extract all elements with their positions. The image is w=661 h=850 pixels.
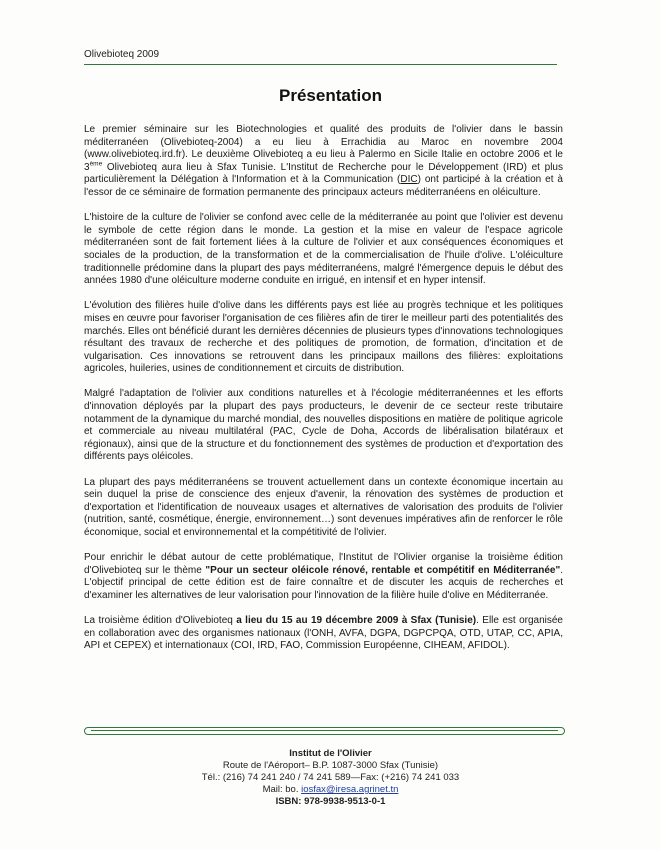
- footer-divider: [84, 727, 565, 735]
- paragraph-6-theme: "Pour un secteur oléicole rénové, rentable et compétitif en Méditerranée": [205, 564, 561, 576]
- paragraph-5: La plupart des pays méditerranéens se trouvent actuellement dans un contexte économique incertain au sein duquel la prise de conscience des enjeux d'avenir, la rénovation des systèmes de production et d'exportation et l'identification de nouveaux usages et alternatives de valorisation des produits de l'olivier (nutrition, santé, cosmétique, énergie, environnement…) sont devenues impératives afin de renforcer le rôle économique, social et environnemental et la compétitivité de l'olivier.: [84, 476, 563, 538]
- footer-mail-link[interactable]: iosfax@iresa.agrinet.tn: [301, 784, 399, 795]
- paragraph-4: Malgré l'adaptation de l'olivier aux conditions naturelles et à l'écologie méditerranéennes et les efforts d'innovation déployés par la plupart des pays producteurs, le devenir de ce secteur reste tributaire notamment de la dynamique du marché mondial, des nouvelles dispositions en matière de politique agricole et commerciale au niveau multilatéral (PAC, Cycle de Doha, Accords de libéralisation bilatéraux et régionaux), ainsi que de la structure et du fonctionnement des systèmes de production et d'exportation des différents pays oléicoles.: [84, 388, 563, 463]
- paragraph-1-text-c: ) ont participé à la création et à l'essor de ce séminaire de formation permanente des principaux acteurs méditerranéens en oléiculture.: [84, 174, 563, 198]
- paragraph-1-superscript: ème: [89, 160, 103, 168]
- dic-link[interactable]: DIC: [400, 174, 418, 186]
- footer-phone: Tél.: (216) 74 241 240 / 74 241 589—Fax: (+216) 74 241 033: [201, 772, 460, 783]
- paragraph-1-text-a: Le premier séminaire sur les Biotechnologies et qualité des produits de l'olivier dans le bassin méditerranéen (Olivebioteq-2004) a eu lieu à Errachidia au Maroc en novembre 2004 (www.olivebioteq.ird.fr). Le deuxième Olivebioteq a eu lieu à Palermo en Sicile Italie en octobre 2006 et le 3: [84, 124, 563, 173]
- paragraph-7-dates: a lieu du 15 au 19 décembre 2009 à Sfax (Tunisie): [236, 615, 477, 627]
- footer-org: Institut de l'Olivier: [289, 748, 372, 759]
- body-text: [84, 124, 563, 666]
- footer-mail-label: Mail: bo.: [262, 784, 302, 795]
- paragraph-3: L'évolution des filières huile d'olive dans les différents pays est liée au progrès technique et les politiques mises en œuvre pour favoriser l'organisation de ces filières afin de tirer le meilleur parti des potentialités des marchés. Elles ont bénéficié durant les dernières décennies de plusieurs types d'innovations technologiques résultant des travaux de recherche et des politiques de promotion, de formation, d'incitation et de vulgarisation. Ces innovations se retrouvent dans les principaux maillons des filières: exploitations agricoles, huileries, usines de conditionnement et circuits de distribution.: [84, 300, 563, 375]
- paragraph-6-text-b: . L'objectif principal de cette édition est de faire connaître et de discuter les acquis de recherches et d'examiner les alternatives de leur valorisation pour l'innovation de la filière huile d'olive en Méditerranée.: [84, 564, 563, 601]
- page-title: Présentation: [279, 86, 382, 105]
- header-label: Olivebioteq 2009: [84, 49, 160, 60]
- paragraph-1-text-b: Olivebioteq aura lieu à Sfax Tunisie. L'Institut de Recherche pour le Développement (IRD) et plus particulièrement la Délégation à l'Information et à la Communication (: [84, 161, 563, 186]
- paragraph-2: L'histoire de la culture de l'olivier se confond avec celle de la méditerranée au point que l'olivier est devenu le symbole de cette région dans le monde. La gestion et la mise en valeur de l'espace agricole méditerranéen sont de fait fortement liées à la culture de l'olivier et aux conséquences économiques et sociales de la production, de la transformation et de la commercialisation de l'huile d'olive. L'oléiculture traditionnelle prédomine dans la plupart des pays méditerranéens, malgré l'émergence depuis le début des années 1980 d'une oléiculture moderne conduite en irrigué, en intensif et en hyper intensif.: [84, 212, 563, 287]
- paragraph-7: [84, 615, 563, 653]
- footer: [0, 748, 661, 808]
- footer-isbn: ISBN: 978-9938-9513-0-1: [275, 796, 386, 807]
- paragraph-7-text-a: La troisième édition d'Olivebioteq: [84, 615, 237, 627]
- footer-mail: [0, 784, 661, 796]
- paragraph-6-text-a: Pour enrichir le débat autour de cette problématique, l'Institut de l'Olivier organise la troisième édition d'Olivebioteq sur le thème: [84, 552, 563, 576]
- header-rule: [84, 64, 557, 65]
- paragraph-6: [84, 552, 563, 602]
- paragraph-1: [84, 124, 563, 200]
- footer-address: Route de l'Aéroport– B.P. 1087-3000 Sfax (Tunisie): [222, 760, 439, 771]
- paragraph-7-text-b: . Elle est organisée en collaboration avec des organismes nationaux (l'ONH, AVFA, DGPA, DGPCPQA, OTD, UTAP, CC, APIA, API et CEPEX) et internationaux (COI, IRD, FAO, Commission Européenne, CIHEAM, AFIDOL).: [84, 615, 563, 652]
